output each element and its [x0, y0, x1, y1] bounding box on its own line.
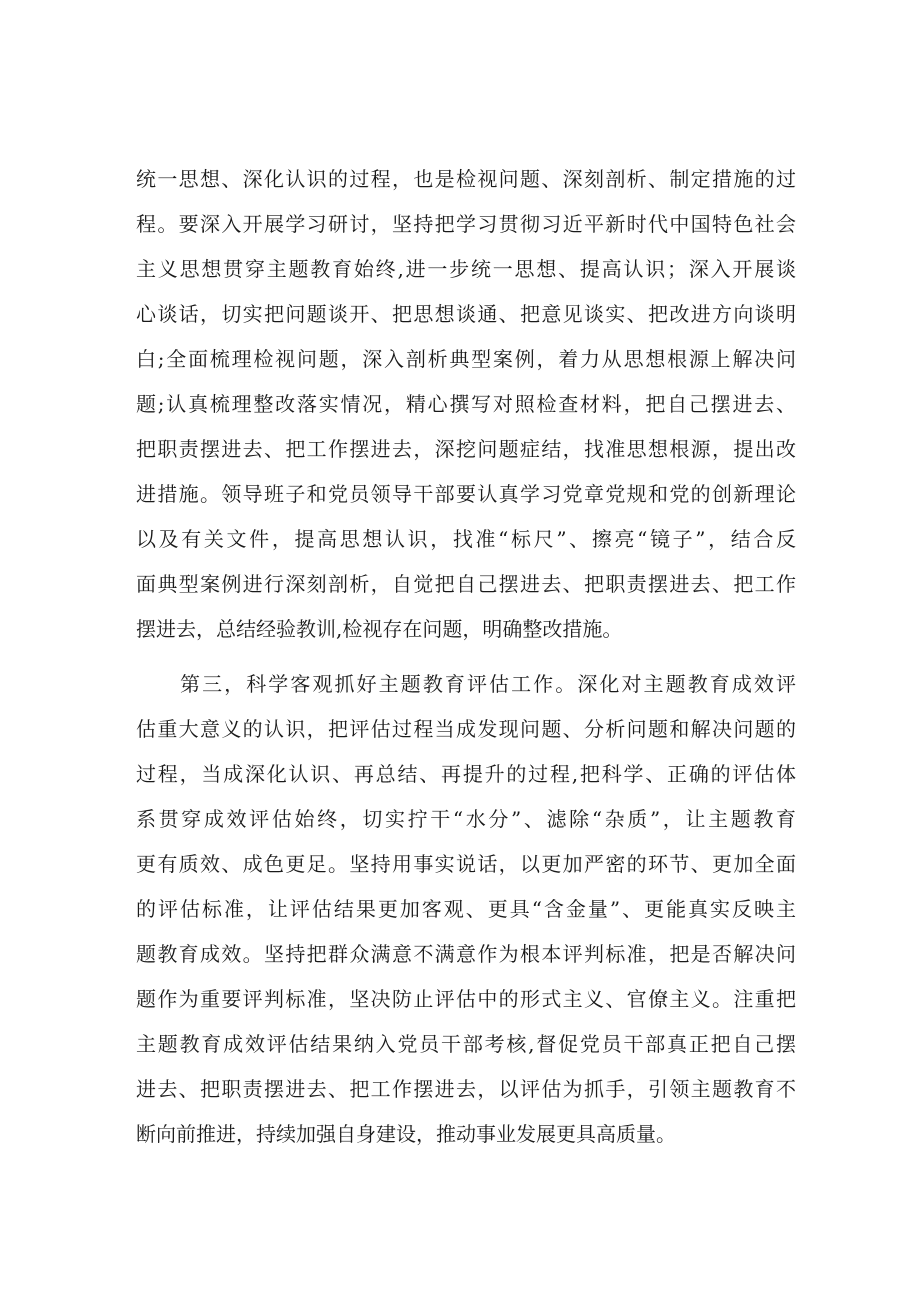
paragraph-line: 摆进去，总结经验教训,检视存在问题，明确整改措施。 — [136, 617, 623, 641]
paragraph-line: 估重大意义的认识，把评估过程当成发现问题、分析问题和解决问题的 — [136, 717, 796, 741]
document-body — [136, 157, 796, 1157]
paragraph-line: 把职责摆进去、把工作摆进去，深挖问题症结，找准思想根源，提出改 — [136, 437, 796, 461]
paragraph-line: 以及有关文件，提高思想认识，找准“标尺”、擦亮“镜子”，结合反 — [136, 527, 796, 551]
paragraph-line: 面典型案例进行深刻剖析，自觉把自己摆进去、把职责摆进去、把工作 — [136, 572, 796, 596]
paragraph-line: 第三，科学客观抓好主题教育评估工作。深化对主题教育成效评 — [180, 672, 796, 696]
paragraph-line: 主义思想贯穿主题教育始终,进一步统一思想、提高认识；深入开展谈 — [136, 257, 796, 281]
paragraph-line: 题;认真梳理整改落实情况，精心撰写对照检查材料，把自己摆进去、 — [136, 392, 796, 416]
paragraph-line: 主题教育成效评估结果纳入党员干部考核,督促党员干部真正把自己摆 — [136, 1032, 796, 1056]
paragraph-1 — [136, 157, 796, 652]
paragraph-line: 程。要深入开展学习研讨，坚持把学习贯彻习近平新时代中国特色社会 — [136, 212, 796, 236]
paragraph-line: 更有质效、成色更足。坚持用事实说话，以更加严密的环节、更加全面 — [136, 852, 796, 876]
paragraph-line: 断向前推进，持续加强自身建设，推动事业发展更具高质量。 — [136, 1122, 676, 1146]
paragraph-line: 白;全面梳理检视问题，深入剖析典型案例，着力从思想根源上解决问 — [136, 347, 796, 371]
paragraph-line: 系贯穿成效评估始终，切实拧干“水分”、滤除“杂质”，让主题教育 — [136, 807, 796, 831]
paragraph-line: 题作为重要评判标准，坚决防止评估中的形式主义、官僚主义。注重把 — [136, 987, 796, 1011]
paragraph-2 — [136, 662, 796, 1157]
paragraph-line: 的评估标准，让评估结果更加客观、更具“含金量”、更能真实反映主 — [136, 897, 796, 921]
paragraph-line: 统一思想、深化认识的过程，也是检视问题、深刻剖析、制定措施的过 — [136, 167, 796, 191]
paragraph-line: 心谈话，切实把问题谈开、把思想谈通、把意见谈实、把改进方向谈明 — [136, 302, 796, 326]
paragraph-line: 题教育成效。坚持把群众满意不满意作为根本评判标准，把是否解决问 — [136, 942, 796, 966]
paragraph-line: 过程，当成深化认识、再总结、再提升的过程,把科学、正确的评估体 — [136, 762, 796, 786]
paragraph-spacer — [136, 652, 796, 662]
paragraph-line: 进措施。领导班子和党员领导干部要认真学习党章党规和党的创新理论 — [136, 482, 796, 506]
paragraph-line: 进去、把职责摆进去、把工作摆进去，以评估为抓手，引领主题教育不 — [136, 1077, 796, 1101]
